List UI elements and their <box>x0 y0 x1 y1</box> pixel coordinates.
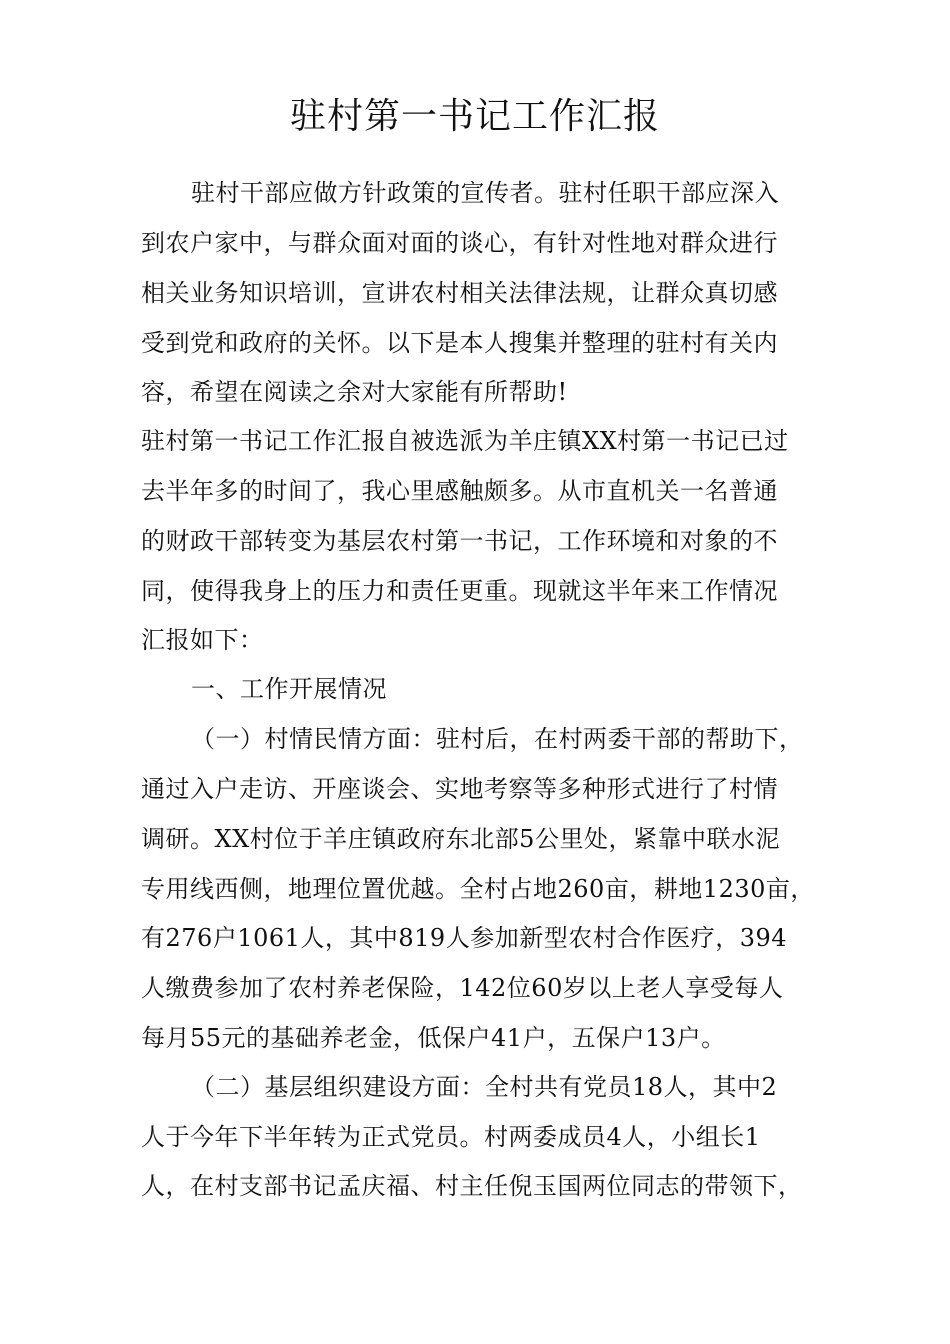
paragraph-line: （一）村情民情方面：驻村后，在村两委干部的帮助下， <box>191 725 804 753</box>
document-title: 驻村第一书记工作汇报 <box>289 96 660 137</box>
paragraph-line: 到农户家中，与群众面对面的谈心，有针对性地对群众进行 <box>141 229 778 257</box>
paragraph-line: 人于今年下半年转为正式党员。村两委成员4人，小组长1 <box>141 1123 761 1151</box>
paragraph-line: 的财政干部转变为基层农村第一书记，工作环境和对象的不 <box>141 527 778 555</box>
paragraph-line: 去半年多的时间了，我心里感触颇多。从市直机关一名普通 <box>141 477 778 505</box>
paragraph-line: 同，使得我身上的压力和责任更重。现就这半年来工作情况 <box>141 577 778 605</box>
paragraph-line: 容，希望在阅读之余对大家能有所帮助! <box>141 378 568 406</box>
paragraph-line: 有276户1061人，其中819人参加新型农村合作医疗，394 <box>141 924 788 952</box>
paragraph-line: 驻村第一书记工作汇报自被选派为羊庄镇XX村第一书记已过 <box>141 427 789 455</box>
paragraph-line: 人缴费参加了农村养老保险，142位60岁以上老人享受每人 <box>141 974 784 1002</box>
paragraph-line: 每月55元的基础养老金，低保户41户，五保户13户。 <box>141 1024 726 1052</box>
paragraph-line: 驻村干部应做方针政策的宣传者。驻村任职干部应深入 <box>191 179 779 207</box>
paragraph-line: （二）基层组织建设方面：全村共有党员18人，其中2 <box>191 1073 778 1101</box>
paragraph-line: 受到党和政府的关怀。以下是本人搜集并整理的驻村有关内 <box>141 329 778 357</box>
paragraph-line: 专用线西侧，地理位置优越。全村占地260亩，耕地1230亩， <box>141 875 815 903</box>
paragraph-line: 汇报如下： <box>141 626 264 654</box>
paragraph-line: 相关业务知识培训，宣讲农村相关法律法规，让群众真切感 <box>141 279 778 307</box>
paragraph-line: 人，在村支部书记孟庆福、村主任倪玉国两位同志的带领下， <box>141 1172 803 1200</box>
paragraph-line: 通过入户走访、开座谈会、实地考察等多种形式进行了村情 <box>141 775 778 803</box>
paragraph-line: 调研。XX村位于羊庄镇政府东北部5公里处，紧靠中联水泥 <box>141 825 780 853</box>
section-heading: 一、工作开展情况 <box>191 675 387 703</box>
